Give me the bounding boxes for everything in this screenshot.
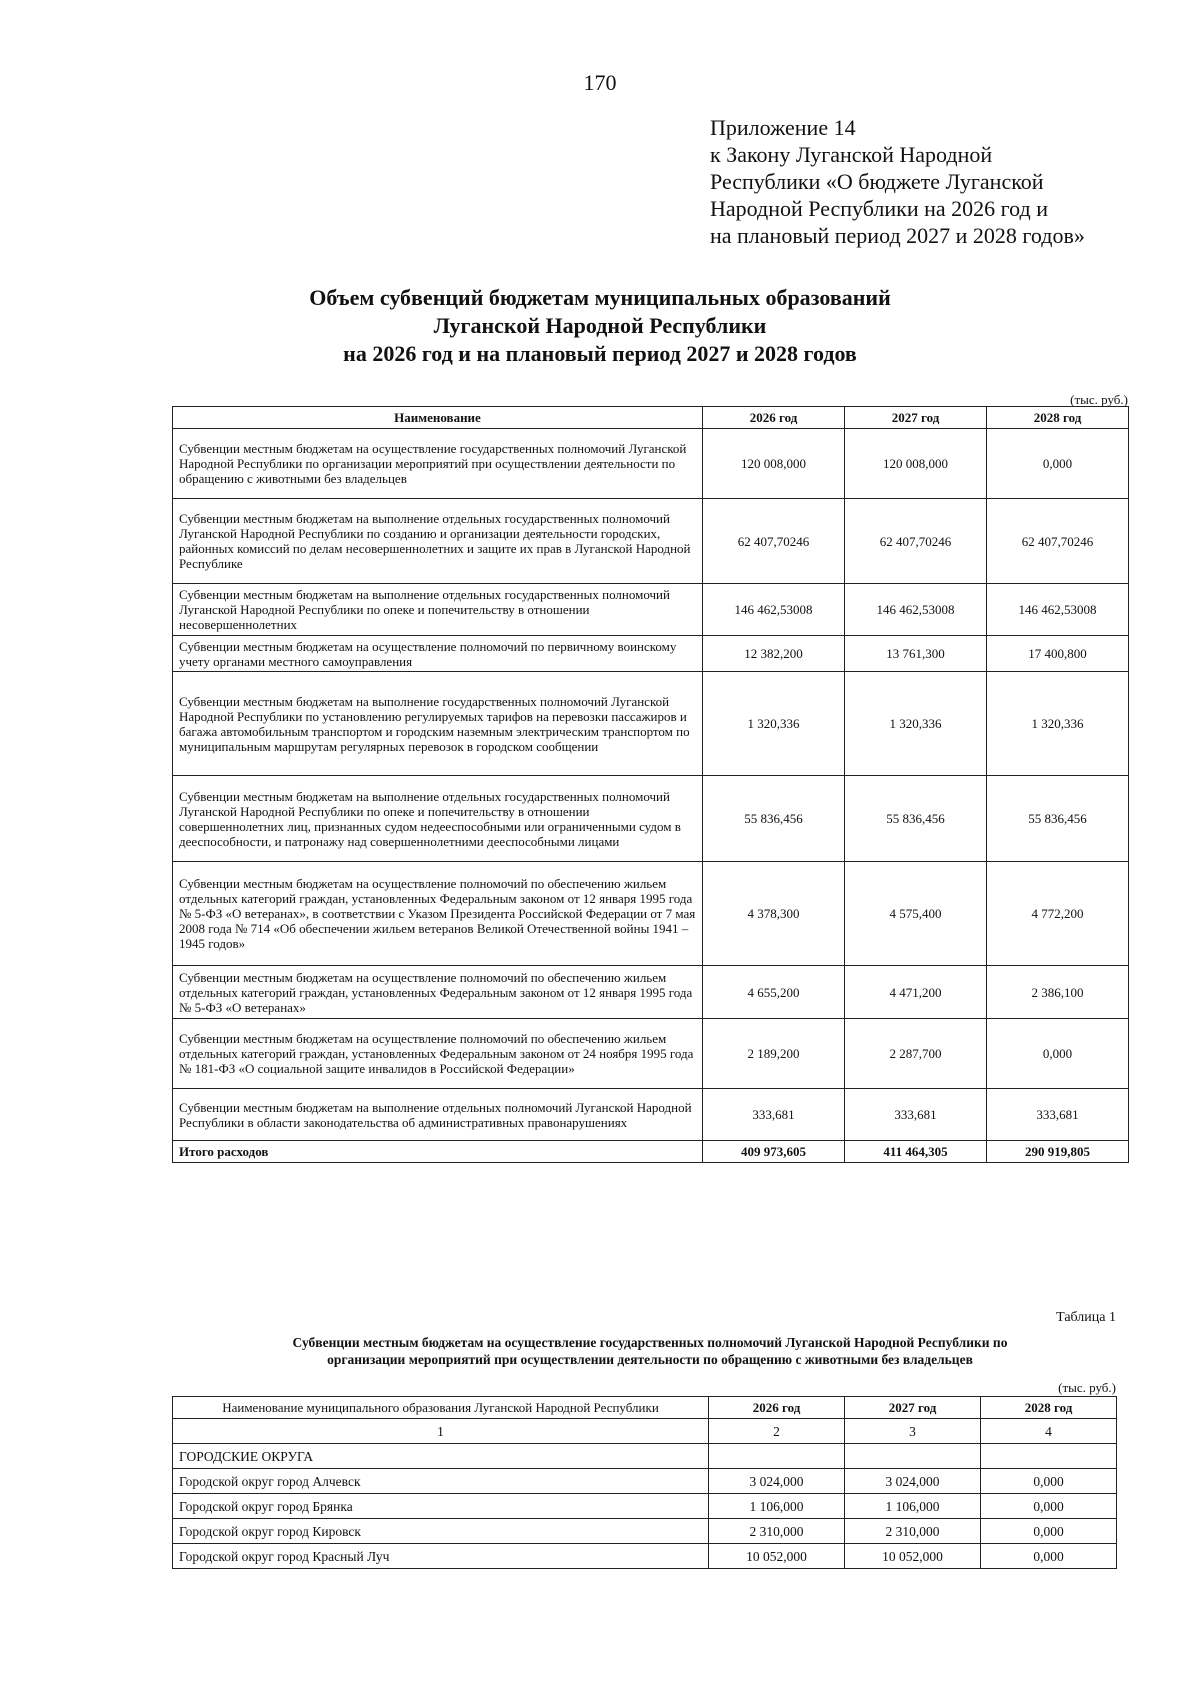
column-header-2026: 2026 год [709, 1397, 845, 1419]
row-name: Субвенции местным бюджетам на выполнение отдельных государственных полномочий Луганской Народной Республики по созданию и организации деятельности городских, районных комиссий по делам несовершеннолетних и защите их прав в Луганской Народной Республике [173, 499, 703, 584]
total-label: Итого расходов [173, 1141, 703, 1163]
value-2028: 0,000 [981, 1544, 1117, 1569]
document-title [150, 284, 1050, 368]
value-2028: 62 407,70246 [987, 499, 1129, 584]
table-1-header-row [173, 1397, 1117, 1419]
value-2028: 4 772,200 [987, 862, 1129, 966]
municipality-name: Городской округ город Брянка [173, 1494, 709, 1519]
table-row [173, 429, 1129, 499]
section-label: ГОРОДСКИЕ ОКРУГА [173, 1444, 709, 1469]
value-2028: 0,000 [981, 1469, 1117, 1494]
appendix-line: к Закону Луганской Народной [710, 142, 993, 167]
value-2026: 3 024,000 [709, 1469, 845, 1494]
value-2027: 1 106,000 [845, 1494, 981, 1519]
table-1 [172, 1396, 1117, 1569]
table-header-row [173, 407, 1129, 429]
column-header-2026: 2026 год [703, 407, 845, 429]
value-2027: 4 575,400 [845, 862, 987, 966]
value-2027: 333,681 [845, 1089, 987, 1141]
title-line: на 2026 год и на плановый период 2027 и 2028 годов [343, 341, 857, 366]
value-2027: 10 052,000 [845, 1544, 981, 1569]
table-row [173, 499, 1129, 584]
value-2028: 146 462,53008 [987, 584, 1129, 636]
value-2026: 12 382,200 [703, 636, 845, 672]
table-row [173, 862, 1129, 966]
value-2026: 146 462,53008 [703, 584, 845, 636]
page-number: 170 [583, 70, 617, 95]
row-name: Субвенции местным бюджетам на осуществление полномочий по первичному воинскому учету органами местного самоуправления [173, 636, 703, 672]
value-2028: 333,681 [987, 1089, 1129, 1141]
row-name: Субвенции местным бюджетам на осуществление государственных полномочий Луганской Народной Республики по организации мероприятий при осуществлении деятельности по обращению с животными без владельцев [173, 429, 703, 499]
value-2027: 62 407,70246 [845, 499, 987, 584]
appendix-line: Республики «О бюджете Луганской [710, 169, 1044, 194]
value-2027: 146 462,53008 [845, 584, 987, 636]
value-2026: 1 320,336 [703, 672, 845, 776]
table-1-title-line: Субвенции местным бюджетам на осуществление государственных полномочий Луганской Народной Республики по [292, 1335, 1008, 1350]
total-2026: 409 973,605 [703, 1141, 845, 1163]
column-index: 2 [709, 1419, 845, 1444]
value-2028: 0,000 [987, 429, 1129, 499]
value-2028: 0,000 [981, 1519, 1117, 1544]
total-row [173, 1141, 1129, 1163]
table-1-title-line: организации мероприятий при осуществлении деятельности по обращению с животными без владельцев [327, 1352, 973, 1367]
row-name: Субвенции местным бюджетам на осуществление полномочий по обеспечению жильем отдельных категорий граждан, установленных Федеральным законом от 24 ноября 1995 года № 181-ФЗ «О социальной защите инвалидов в Российской Федерации» [173, 1019, 703, 1089]
row-name: Субвенции местным бюджетам на осуществление полномочий по обеспечению жильем отдельных категорий граждан, установленных Федеральным законом от 12 января 1995 года № 5-ФЗ «О ветеранах», в соответствии с Указом Президента Российской Федерации от 7 мая 2008 года № 714 «Об обеспечении жильем ветеранов Великой Отечественной войны 1941 – 1945 годов» [173, 862, 703, 966]
value-2027: 4 471,200 [845, 966, 987, 1019]
column-header-municipality: Наименование муниципального образования Луганской Народной Республики [173, 1397, 709, 1419]
value-2027: 3 024,000 [845, 1469, 981, 1494]
table-row [173, 1519, 1117, 1544]
value-2027: 2 287,700 [845, 1019, 987, 1089]
value-2027: 120 008,000 [845, 429, 987, 499]
table-row [173, 1019, 1129, 1089]
column-header-2028: 2028 год [987, 407, 1129, 429]
table-row [173, 1469, 1117, 1494]
value-2028: 55 836,456 [987, 776, 1129, 862]
value-2028: 0,000 [987, 1019, 1129, 1089]
value-2026: 62 407,70246 [703, 499, 845, 584]
value-2026: 55 836,456 [703, 776, 845, 862]
column-header-2027: 2027 год [845, 407, 987, 429]
value-2026: 4 655,200 [703, 966, 845, 1019]
subventions-table [172, 406, 1129, 1163]
value-2027: 55 836,456 [845, 776, 987, 862]
value-2026: 333,681 [703, 1089, 845, 1141]
value-2026: 120 008,000 [703, 429, 845, 499]
appendix-line: Народной Республики на 2026 год и [710, 196, 1048, 221]
row-name: Субвенции местным бюджетам на выполнение отдельных государственных полномочий Луганской Народной Республики по опеке и попечительству в отношении несовершеннолетних [173, 584, 703, 636]
value-2028: 17 400,800 [987, 636, 1129, 672]
column-index-row [173, 1419, 1117, 1444]
row-name: Субвенции местным бюджетам на выполнение отдельных государственных полномочий Луганской Народной Республики по опеке и попечительству в отношении совершеннолетних лиц, признанных судом недееспособными или ограниченными судом в дееспособности, и патронажу над совершеннолетними дееспособными лицами [173, 776, 703, 862]
table-row [173, 672, 1129, 776]
value-2026: 4 378,300 [703, 862, 845, 966]
table-row [173, 1544, 1117, 1569]
table-row [173, 966, 1129, 1019]
value-2027: 13 761,300 [845, 636, 987, 672]
value-2028: 0,000 [981, 1494, 1117, 1519]
title-line: Объем субвенций бюджетам муниципальных образований [309, 285, 891, 310]
value-2028: 1 320,336 [987, 672, 1129, 776]
table-1-title [180, 1334, 1120, 1368]
value-2027: 1 320,336 [845, 672, 987, 776]
row-name: Субвенции местным бюджетам на осуществление полномочий по обеспечению жильем отдельных категорий граждан, установленных Федеральным законом от 12 января 1995 года № 5-ФЗ «О ветеранах» [173, 966, 703, 1019]
title-line: Луганской Народной Республики [433, 313, 767, 338]
table-1-units-label: (тыс. руб.) [1058, 1380, 1116, 1395]
total-2028: 290 919,805 [987, 1141, 1129, 1163]
column-index: 4 [981, 1419, 1117, 1444]
row-name: Субвенции местным бюджетам на выполнение отдельных полномочий Луганской Народной Республики в области законодательства об административных правонарушениях [173, 1089, 703, 1141]
table-1-label: Таблица 1 [1056, 1310, 1116, 1325]
column-index: 3 [845, 1419, 981, 1444]
appendix-line: на плановый период 2027 и 2028 годов» [710, 223, 1085, 248]
total-2027: 411 464,305 [845, 1141, 987, 1163]
value-2026: 2 189,200 [703, 1019, 845, 1089]
appendix-line: Приложение 14 [710, 115, 856, 140]
column-header-2028: 2028 год [981, 1397, 1117, 1419]
municipality-name: Городской округ город Кировск [173, 1519, 709, 1544]
row-name: Субвенции местным бюджетам на выполнение государственных полномочий Луганской Народной Республики по установлению регулируемых тарифов на перевозки пассажиров и багажа автомобильным транспортом и городским наземным электрическим транспортом по муниципальным маршрутам регулярных перевозок в городском сообщении [173, 672, 703, 776]
table-row [173, 776, 1129, 862]
table-row [173, 1089, 1129, 1141]
column-header-name: Наименование [173, 407, 703, 429]
table-row [173, 584, 1129, 636]
value-2026: 2 310,000 [709, 1519, 845, 1544]
value-2028: 2 386,100 [987, 966, 1129, 1019]
value-2027: 2 310,000 [845, 1519, 981, 1544]
units-label: (тыс. руб.) [1070, 392, 1128, 407]
table-row [173, 636, 1129, 672]
appendix-block [710, 114, 1160, 249]
column-index: 1 [173, 1419, 709, 1444]
value-2026: 1 106,000 [709, 1494, 845, 1519]
value-2026: 10 052,000 [709, 1544, 845, 1569]
municipality-name: Городской округ город Красный Луч [173, 1544, 709, 1569]
column-header-2027: 2027 год [845, 1397, 981, 1419]
table-row [173, 1494, 1117, 1519]
municipality-name: Городской округ город Алчевск [173, 1469, 709, 1494]
section-row [173, 1444, 1117, 1469]
